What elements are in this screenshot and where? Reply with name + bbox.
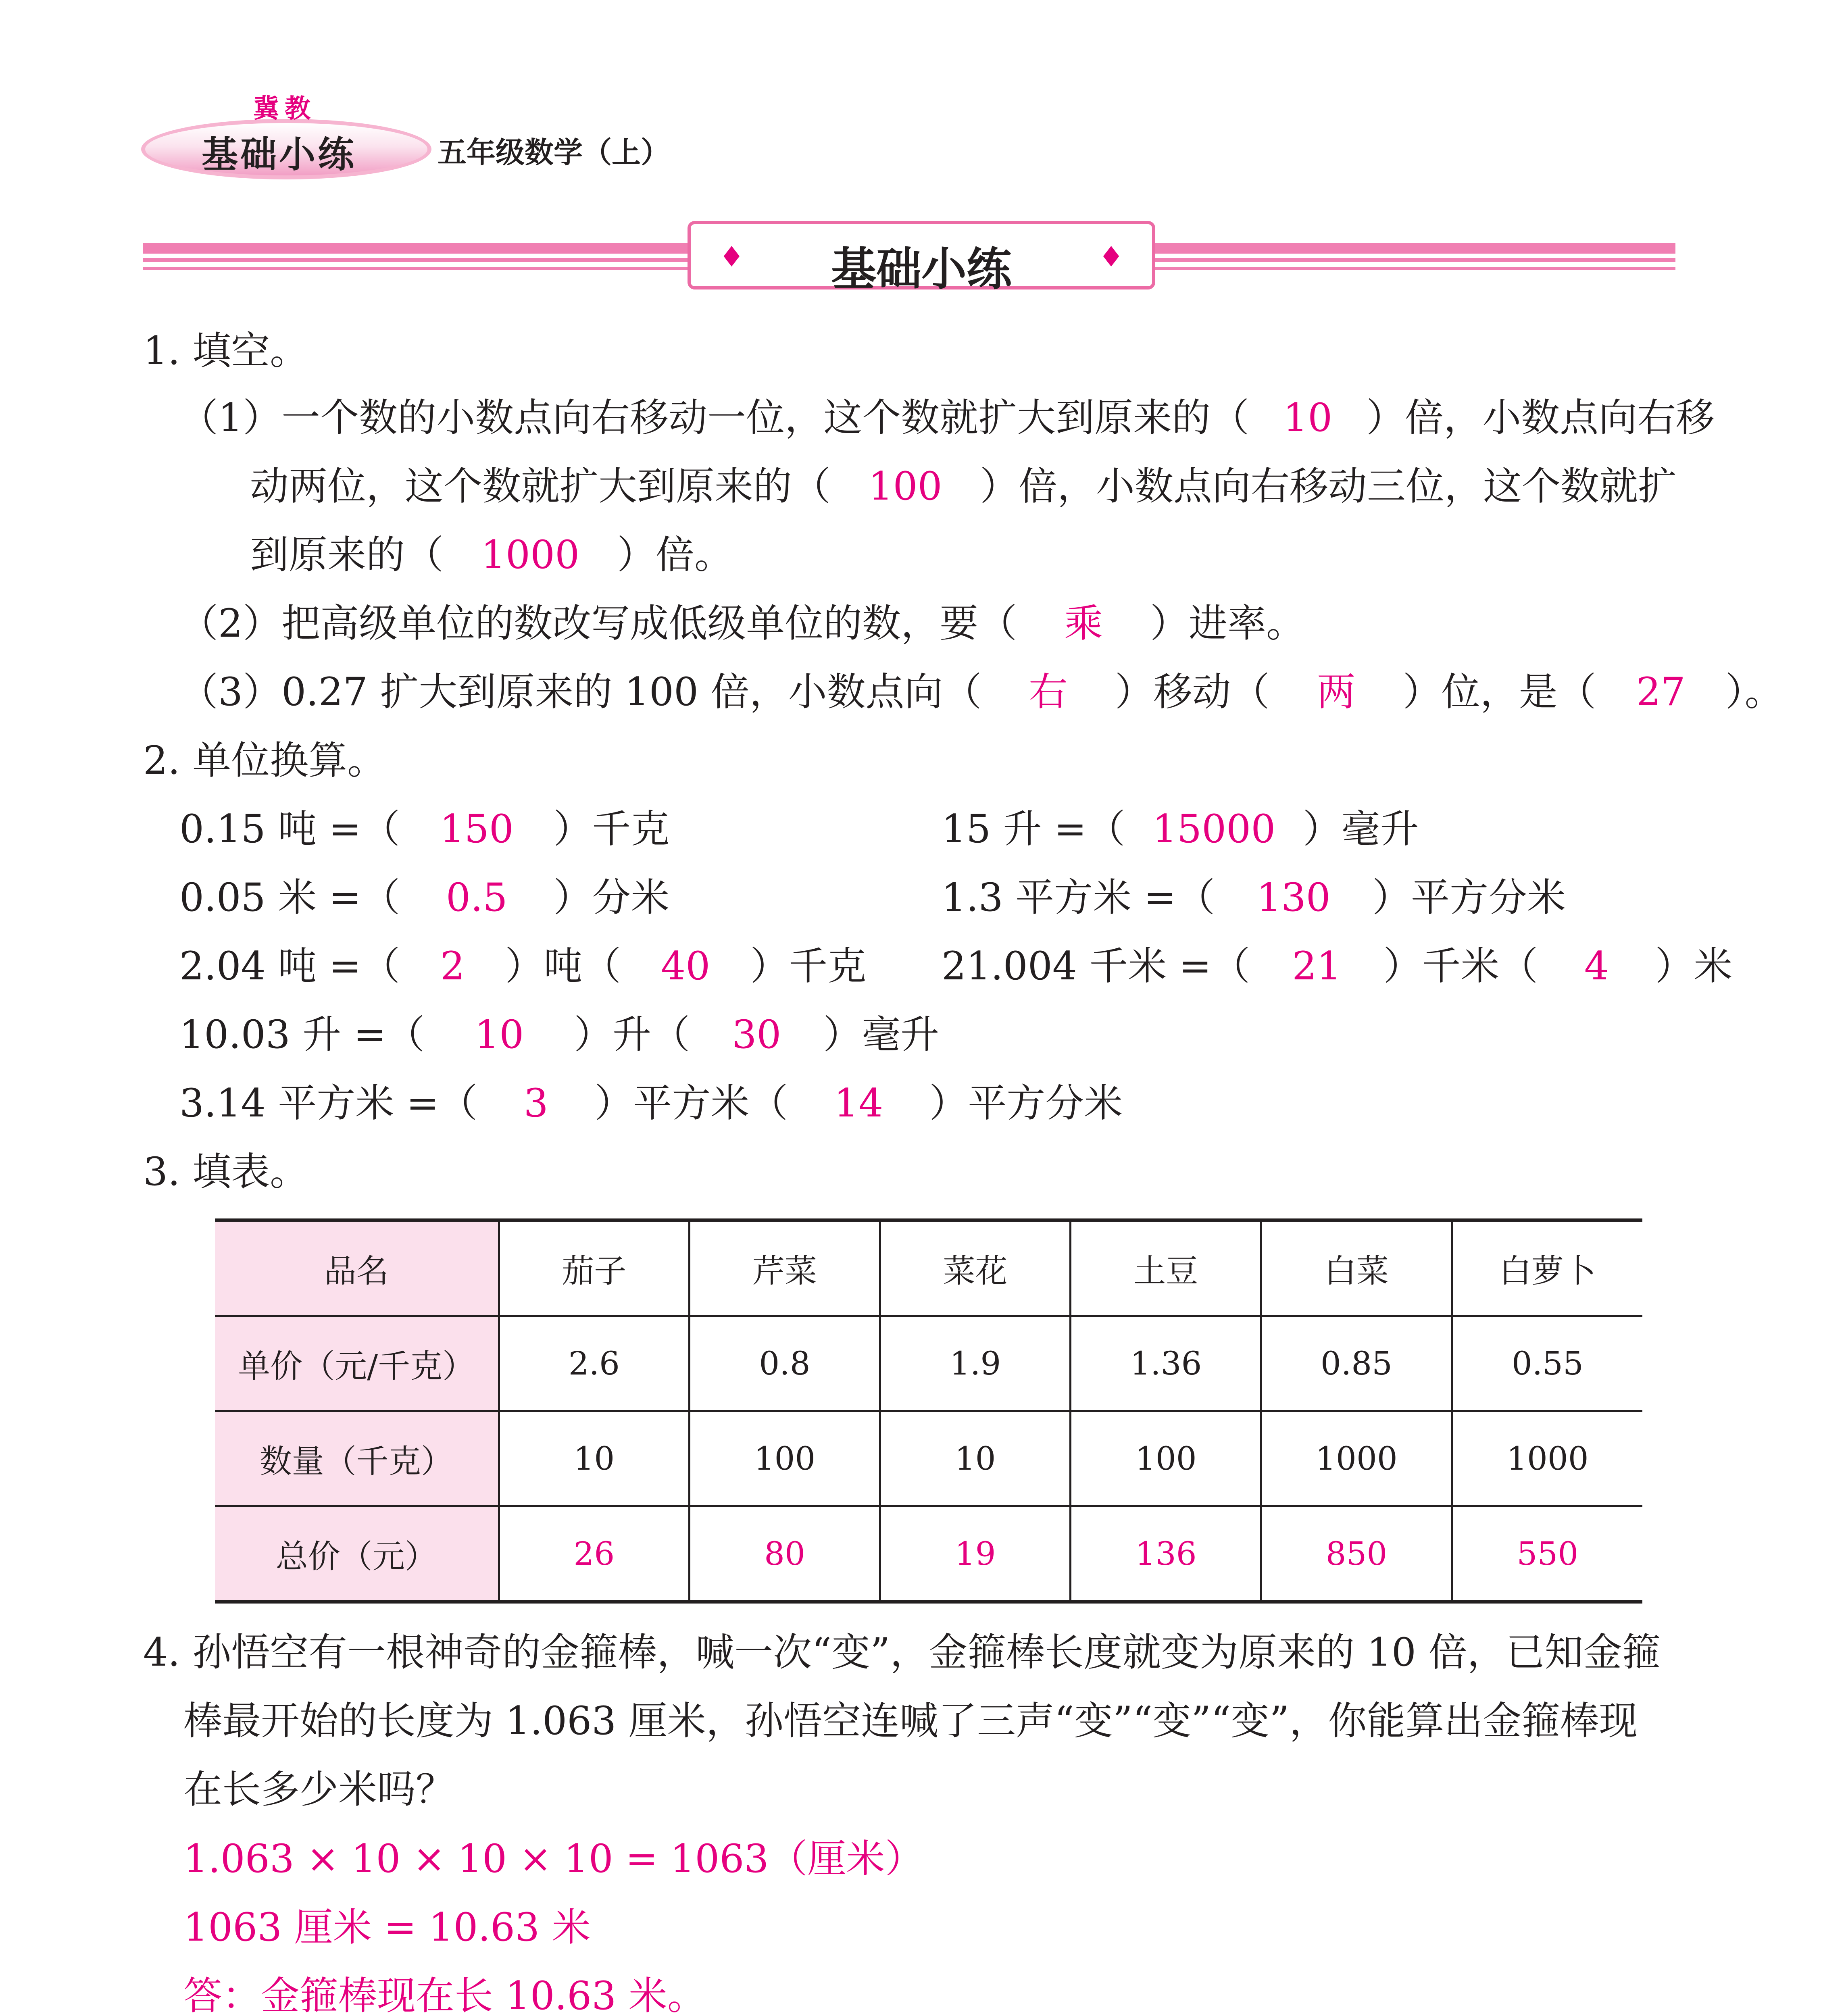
q2-row5: 3.14 平方米 =（ 3 ）平方米（ 14 ）平方分米 [179,1081,1123,1126]
q2-row3-right: 21.004 千米 =（ 21 ）千米（ 4 ）米 [942,943,1733,989]
q1-p1-line1: （1）一个数的小数点向右移动一位，这个数就扩大到原来的（ 10 ）倍，小数点向右移 [179,395,1715,440]
table-cell: 1.36 [1071,1316,1261,1411]
table-answer-cell: 19 [880,1506,1071,1602]
q1-p3: （3）0.27 扩大到原来的 100 倍，小数点向（ 右 ）移动（ 两 ）位，是（ 27 ）。 [179,669,1783,714]
answer-blank: 15000 [1152,806,1276,852]
answer-blank: 0.5 [446,875,508,920]
q2-row1-right: 15 升 =（ 15000 ）毫升 [942,806,1419,852]
answer-blank: 10 [1283,395,1333,440]
table-answer-cell: 136 [1071,1506,1261,1602]
q4-line2: 棒最开始的长度为 1.063 厘米，孙悟空连喊了三声“变”“变”“变”，你能算出金箍棒现 [183,1698,1638,1743]
answer-blank: 100 [868,464,942,509]
table-cell: 白萝卜 [1452,1220,1642,1316]
table-row [215,1506,1642,1602]
diamond-right-icon: ♦ [1098,240,1124,273]
q2-row4: 10.03 升 =（ 10 ）升（ 30 ）毫升 [179,1012,940,1057]
answer-blank: 2 [440,943,465,989]
q4-line3: 在长多少米吗？ [183,1767,454,1812]
answer-blank: 乘 [1064,601,1103,646]
table-cell: 1000 [1452,1411,1642,1506]
answer-blank: 14 [834,1081,883,1126]
q1-p1-line2: 动两位，这个数就扩大到原来的（ 100 ）倍，小数点向右移动三位，这个数就扩 [250,464,1677,509]
row-header: 数量（千克） [215,1411,499,1506]
q2-row3-left: 2.04 吨 =（ 2 ）吨（ 40 ）千克 [179,943,867,989]
answer-blank: 两 [1317,669,1356,714]
table-row [215,1316,1642,1411]
answer-blank: 30 [732,1012,781,1057]
q4-answer-line1: 1.063 × 10 × 10 × 10 = 1063（厘米） [183,1836,924,1881]
answer-blank: 4 [1584,943,1609,989]
row-header: 单价（元/千克） [215,1316,499,1411]
answer-blank: 10 [475,1012,524,1057]
q2-row2-right: 1.3 平方米 =（ 130 ）平方分米 [942,875,1566,920]
q4-answer-line2: 1063 厘米 = 10.63 米 [183,1905,591,1950]
section-title: 基础小练 [831,243,1012,296]
answer-blank: 130 [1256,875,1331,920]
table-answer-cell: 550 [1452,1506,1642,1602]
answer-blank: 40 [661,943,710,989]
answer-blank: 3 [523,1081,548,1126]
answer-blank: 右 [1029,669,1068,714]
answer-blank: 150 [440,806,514,852]
table-cell: 1000 [1261,1411,1452,1506]
table-cell: 0.8 [690,1316,880,1411]
table-cell: 2.6 [499,1316,690,1411]
table-answer-cell: 850 [1261,1506,1452,1602]
table-cell: 白菜 [1261,1220,1452,1316]
q1-p1-line3: 到原来的（ 1000 ）倍。 [250,532,733,577]
table-cell: 10 [880,1411,1071,1506]
table-answer-cell: 26 [499,1506,690,1602]
table-cell: 100 [690,1411,880,1506]
q3-title: 3. 填表。 [143,1149,309,1194]
diamond-left-icon: ♦ [719,240,744,273]
section-title-box [688,221,1155,296]
table-row [215,1220,1642,1316]
row-header: 总价（元） [215,1506,499,1602]
table-cell: 1.9 [880,1316,1071,1411]
table-cell: 0.55 [1452,1316,1642,1411]
q2-row1-left: 0.15 吨 =（ 150 ）千克 [179,806,670,852]
table-cell: 0.85 [1261,1316,1452,1411]
table-cell: 10 [499,1411,690,1506]
series-name: 基础小练 [202,133,356,176]
table-cell: 茄子 [499,1220,690,1316]
q4-line1: 4. 孙悟空有一根神奇的金箍棒，喊一次“变”，金箍棒长度就变为原来的 10 倍，已知金箍 [143,1630,1661,1675]
q2-title: 2. 单位换算。 [143,738,386,783]
answer-blank: 27 [1636,669,1686,714]
q1-title: 1. 填空。 [143,328,309,373]
price-table [215,1218,1642,1604]
answer-blank: 1000 [481,532,580,577]
table-row [215,1411,1642,1506]
table-cell: 100 [1071,1411,1261,1506]
table-answer-cell: 80 [690,1506,880,1602]
table-cell: 土豆 [1071,1220,1261,1316]
row-header: 品名 [215,1220,499,1316]
q4-answer-line3: 答：金箍棒现在长 10.63 米。 [183,1973,706,2016]
table-cell: 菜花 [880,1220,1071,1316]
book-subtitle: 五年级数学（上） [438,135,670,169]
table-cell: 芹菜 [690,1220,880,1316]
publisher-label: 冀教 [253,94,316,124]
q1-p2: （2）把高级单位的数改写成低级单位的数，要（ 乘 ）进率。 [179,601,1305,646]
answer-blank: 21 [1292,943,1342,989]
q2-row2-left: 0.05 米 =（ 0.5 ）分米 [179,875,670,920]
